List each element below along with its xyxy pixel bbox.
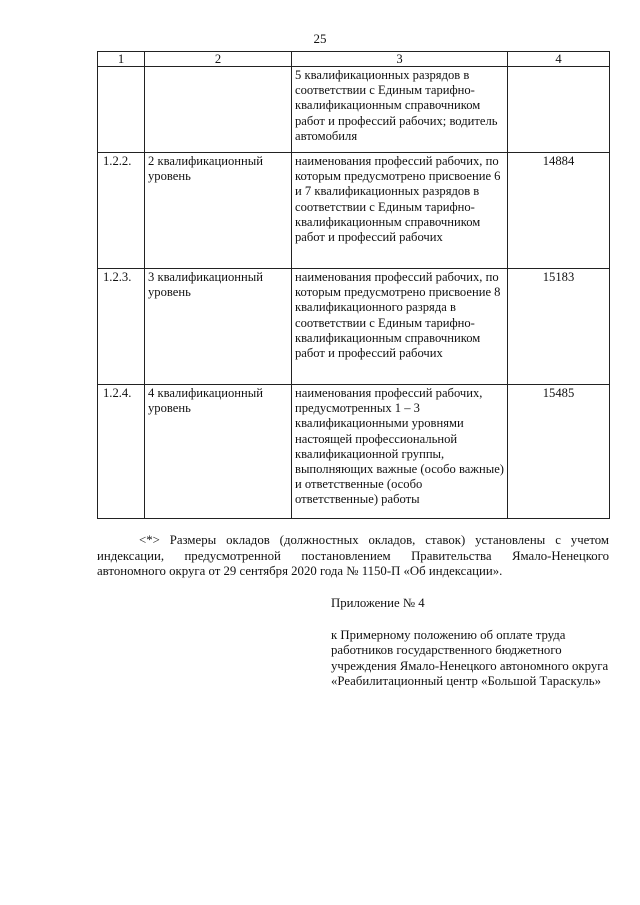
row-code: 1.2.3.	[98, 269, 145, 385]
column-header: 2	[145, 52, 292, 67]
row-level: 3 квалификационный уровень	[145, 269, 292, 385]
table-row	[98, 269, 610, 385]
row-level: 2 квалификационный уровень	[145, 153, 292, 269]
table-row	[98, 67, 610, 153]
row-code	[98, 67, 145, 153]
salary-table	[97, 51, 610, 519]
footnote: <*> Размеры окладов (должностных окладов, ставок) установлены с учетом индексации, предусмотренной постановлением Правительства Ямало-Ненецкого автономного округа от 29 сентября 2020 года № 1150-П «Об индексации».	[97, 533, 609, 578]
row-description: наименования профессий рабочих, по которым предусмотрено присвоение 8 квалификационного разряда в соответствии с Единым тарифно-квалификационным справочником работ и профессий рабочих	[292, 269, 508, 385]
row-level	[145, 67, 292, 153]
row-description: 5 квалификационных разрядов в соответствии с Единым тарифно-квалификационным справочником работ и профессий рабочих; водитель автомобиля	[292, 67, 508, 153]
table-row	[98, 153, 610, 269]
table-header-row	[98, 52, 610, 67]
row-salary: 14884	[508, 153, 610, 269]
row-salary: 15183	[508, 269, 610, 385]
column-header: 1	[98, 52, 145, 67]
row-level: 4 квалификационный уровень	[145, 385, 292, 519]
row-salary: 15485	[508, 385, 610, 519]
table-row	[98, 385, 610, 519]
row-code: 1.2.2.	[98, 153, 145, 269]
appendix-text: к Примерному положению об оплате труда работников государственного бюджетного учреждения Ямало-Ненецкого автономного округа «Реабилитационный центр «Большой Тараскуль»	[331, 627, 609, 688]
appendix-title: Приложение № 4	[331, 596, 425, 610]
appendix-block	[331, 596, 613, 690]
column-header: 3	[292, 52, 508, 67]
row-description: наименования профессий рабочих, предусмотренных 1 – 3 квалификационными уровнями настоящей профессиональной квалификационной группы, выполняющих важные (особо важные) и ответственные (особо ответственные) работы	[292, 385, 508, 519]
row-code: 1.2.4.	[98, 385, 145, 519]
row-description: наименования профессий рабочих, по которым предусмотрено присвоение 6 и 7 квалификационных разрядов в соответствии с Единым тарифно-квалификационным справочником работ и профессий рабочих	[292, 153, 508, 269]
page-number: 25	[313, 31, 327, 46]
row-salary	[508, 67, 610, 153]
column-header: 4	[508, 52, 610, 67]
